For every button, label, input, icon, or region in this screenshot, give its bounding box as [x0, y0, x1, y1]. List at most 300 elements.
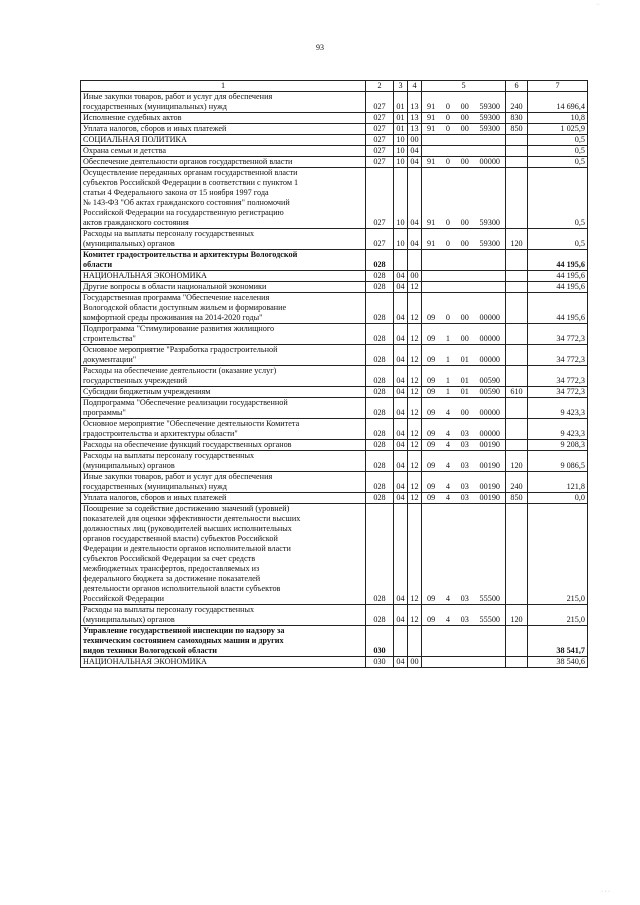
row-name-line: градостроительства и архитектуры области"	[83, 429, 238, 438]
subsection-code: 13	[408, 92, 422, 113]
amount: 215,0	[528, 504, 588, 605]
admin-code: 028	[366, 271, 394, 282]
target-article-part: 59300	[479, 239, 500, 248]
row-name-line: Федерации и деятельности органов исполнительной власти	[83, 544, 291, 553]
target-article-code	[422, 250, 506, 271]
expense-type-code	[506, 324, 528, 345]
table-row	[81, 146, 588, 157]
row-name-line: федерального бюджета за достижение показателей	[83, 574, 261, 583]
expense-type-code	[506, 157, 528, 168]
amount: 1 025,9	[528, 124, 588, 135]
amount: 34 772,3	[528, 387, 588, 398]
target-article-part: 0	[445, 113, 450, 122]
target-article-part: 00190	[479, 440, 500, 449]
row-name-line: комфортной среды проживания на 2014-2020 годы"	[83, 313, 263, 322]
row-name-line: Расходы на выплаты персоналу государственных	[83, 451, 255, 460]
row-name-line: показателей для оценки эффективности деятельности высших	[83, 514, 301, 523]
target-article-part: 09	[427, 461, 436, 470]
row-name-line: Расходы на обеспечение деятельности (оказание услуг)	[83, 366, 277, 375]
expense-type-code: 240	[506, 92, 528, 113]
row-name-line: государственных (муниципальных) нужд	[83, 482, 227, 491]
subsection-code: 04	[408, 168, 422, 229]
expense-type-code	[506, 626, 528, 657]
header-cell: 1	[81, 81, 366, 92]
section-code: 10	[394, 168, 408, 229]
row-name	[81, 387, 366, 398]
row-name	[81, 626, 366, 657]
amount: 121,8	[528, 472, 588, 493]
target-article-part: 00000	[479, 157, 500, 166]
target-article-code	[422, 271, 506, 282]
target-article-part: 4	[445, 482, 450, 491]
header-cell: 6	[506, 81, 528, 92]
row-name-line: № 143-ФЗ "Об актах гражданского состояния" полномочий	[83, 198, 290, 207]
table-row	[81, 493, 588, 504]
target-article-part: 4	[445, 594, 450, 603]
admin-code: 027	[366, 113, 394, 124]
row-name	[81, 124, 366, 135]
subsection-code: 12	[408, 451, 422, 472]
row-name-line: межбюджетных трансфертов, предоставляемых из	[83, 564, 260, 573]
row-name-line: Российской Федерации на государственную регистрацию	[83, 208, 284, 217]
amount: 14 696,4	[528, 92, 588, 113]
expense-type-code	[506, 250, 528, 271]
table-row	[81, 157, 588, 168]
subsection-code: 04	[408, 146, 422, 157]
admin-code: 028	[366, 282, 394, 293]
expense-type-code: 850	[506, 493, 528, 504]
table-body	[81, 92, 588, 668]
row-name-line: НАЦИОНАЛЬНАЯ ЭКОНОМИКА	[83, 657, 207, 666]
amount: 0,5	[528, 146, 588, 157]
target-article-code	[422, 440, 506, 451]
target-article-part: 0	[445, 313, 450, 322]
target-article-part: 09	[427, 355, 436, 364]
target-article-code	[422, 157, 506, 168]
admin-code: 027	[366, 92, 394, 113]
row-name-line: (муниципальных) органов	[83, 615, 175, 624]
amount: 9 086,5	[528, 451, 588, 472]
table-row	[81, 229, 588, 250]
row-name	[81, 324, 366, 345]
target-article-code	[422, 282, 506, 293]
target-article-part: 03	[460, 429, 469, 438]
target-article-code	[422, 387, 506, 398]
admin-code: 028	[366, 387, 394, 398]
target-article-part: 01	[460, 387, 469, 396]
section-code: 04	[394, 657, 408, 668]
admin-code: 028	[366, 504, 394, 605]
admin-code: 028	[366, 472, 394, 493]
row-name-line: актов гражданского состояния	[83, 218, 189, 227]
target-article-part: 00000	[479, 408, 500, 417]
subsection-code: 12	[408, 504, 422, 605]
table-row	[81, 250, 588, 271]
target-article-code	[422, 657, 506, 668]
amount: 38 541,7	[528, 626, 588, 657]
admin-code: 028	[366, 345, 394, 366]
target-article-part: 00	[460, 157, 469, 166]
target-article-part: 09	[427, 440, 436, 449]
row-name-line: государственных (муниципальных) нужд	[83, 102, 227, 111]
section-code: 01	[394, 113, 408, 124]
subsection-code: 12	[408, 472, 422, 493]
target-article-part: 0	[445, 124, 450, 133]
target-article-part: 0	[445, 102, 450, 111]
header-cell: 5	[422, 81, 506, 92]
target-article-part: 00000	[479, 429, 500, 438]
target-article-code	[422, 398, 506, 419]
amount: 215,0	[528, 605, 588, 626]
target-article-part: 00	[460, 313, 469, 322]
target-article-part: 00	[460, 113, 469, 122]
amount: 0,5	[528, 157, 588, 168]
target-article-part: 00190	[479, 482, 500, 491]
row-name-line: программы"	[83, 408, 126, 417]
row-name-line: НАЦИОНАЛЬНАЯ ЭКОНОМИКА	[83, 271, 207, 280]
target-article-part: 59300	[479, 113, 500, 122]
row-name-line: Осуществление переданных органам государственной власти	[83, 168, 298, 177]
row-name	[81, 113, 366, 124]
amount: 44 195,6	[528, 271, 588, 282]
target-article-part: 00000	[479, 355, 500, 364]
scan-mark: ··	[596, 2, 600, 8]
subsection-code	[408, 626, 422, 657]
row-name-line: техническим состоянием самоходных машин и других	[83, 636, 284, 645]
table-row	[81, 282, 588, 293]
target-article-part: 09	[427, 615, 436, 624]
expense-type-code: 240	[506, 472, 528, 493]
target-article-part: 01	[460, 355, 469, 364]
row-name-line: Государственная программа "Обеспечение населения	[83, 293, 270, 302]
target-article-code	[422, 419, 506, 440]
table-row	[81, 472, 588, 493]
target-article-part: 09	[427, 429, 436, 438]
section-code: 10	[394, 229, 408, 250]
expense-type-code	[506, 440, 528, 451]
row-name-line: Другие вопросы в области национальной экономики	[83, 282, 267, 291]
target-article-part: 0	[445, 218, 450, 227]
table-row	[81, 451, 588, 472]
row-name	[81, 657, 366, 668]
table-row	[81, 124, 588, 135]
amount: 9 423,3	[528, 419, 588, 440]
amount: 0,5	[528, 135, 588, 146]
target-article-code	[422, 493, 506, 504]
target-article-part: 09	[427, 493, 436, 502]
row-name-line: документации"	[83, 355, 137, 364]
subsection-code: 12	[408, 345, 422, 366]
expense-type-code	[506, 345, 528, 366]
target-article-code	[422, 168, 506, 229]
row-name-line: Поощрение за содействие достижению значений (уровней)	[83, 504, 290, 513]
table-row	[81, 419, 588, 440]
section-code: 10	[394, 135, 408, 146]
row-name-line: Охрана семьи и детства	[83, 146, 167, 155]
admin-code: 028	[366, 605, 394, 626]
subsection-code: 12	[408, 366, 422, 387]
target-article-part: 4	[445, 615, 450, 624]
row-name	[81, 168, 366, 229]
row-name-line: Уплата налогов, сборов и иных платежей	[83, 493, 227, 502]
row-name	[81, 472, 366, 493]
target-article-part: 55500	[479, 594, 500, 603]
target-article-part: 00	[460, 102, 469, 111]
target-article-part: 09	[427, 408, 436, 417]
target-article-part: 00190	[479, 493, 500, 502]
target-article-part: 0	[445, 239, 450, 248]
expense-type-code	[506, 282, 528, 293]
expense-type-code	[506, 271, 528, 282]
table-row	[81, 366, 588, 387]
target-article-code	[422, 626, 506, 657]
row-name-line: СОЦИАЛЬНАЯ ПОЛИТИКА	[83, 135, 187, 144]
header-cell: 2	[366, 81, 394, 92]
expense-type-code: 120	[506, 229, 528, 250]
expense-type-code	[506, 146, 528, 157]
row-name-line: Управление государственной инспекции по надзору за	[83, 626, 285, 635]
admin-code: 030	[366, 657, 394, 668]
row-name	[81, 157, 366, 168]
row-name	[81, 146, 366, 157]
target-article-part: 09	[427, 334, 436, 343]
row-name-line: Исполнение судебных актов	[83, 113, 182, 122]
table-row	[81, 113, 588, 124]
section-code: 10	[394, 157, 408, 168]
subsection-code: 12	[408, 419, 422, 440]
admin-code: 027	[366, 157, 394, 168]
row-name-line: Иные закупки товаров, работ и услуг для обеспечения	[83, 92, 273, 101]
table-row	[81, 271, 588, 282]
target-article-part: 03	[460, 440, 469, 449]
target-article-part: 91	[427, 113, 436, 122]
target-article-part: 0	[445, 157, 450, 166]
target-article-part: 4	[445, 408, 450, 417]
row-name-line: Основное мероприятие "Разработка градостроительной	[83, 345, 278, 354]
section-code: 10	[394, 146, 408, 157]
section-code: 04	[394, 419, 408, 440]
header-cell: 3	[394, 81, 408, 92]
target-article-part: 59300	[479, 102, 500, 111]
row-name-line: Расходы на обеспечение функций государственных органов	[83, 440, 292, 449]
row-name	[81, 92, 366, 113]
row-name-line: области	[83, 260, 113, 269]
table-row	[81, 324, 588, 345]
row-name	[81, 250, 366, 271]
target-article-part: 00590	[479, 376, 500, 385]
amount: 9 208,3	[528, 440, 588, 451]
section-code: 04	[394, 387, 408, 398]
target-article-part: 00	[460, 334, 469, 343]
row-name	[81, 345, 366, 366]
target-article-part: 03	[460, 482, 469, 491]
target-article-part: 03	[460, 461, 469, 470]
row-name-line: Иные закупки товаров, работ и услуг для обеспечения	[83, 472, 273, 481]
target-article-part: 4	[445, 461, 450, 470]
row-name-line: должностных лиц (руководителей высших исполнительных	[83, 524, 292, 533]
target-article-part: 00000	[479, 313, 500, 322]
expense-type-code: 120	[506, 605, 528, 626]
target-article-part: 09	[427, 594, 436, 603]
row-name-line: (муниципальных) органов	[83, 239, 175, 248]
expense-type-code: 120	[506, 451, 528, 472]
table-row	[81, 345, 588, 366]
amount: 10,8	[528, 113, 588, 124]
table-row	[81, 626, 588, 657]
row-name-line: Субсидии бюджетным учреждениям	[83, 387, 211, 396]
expense-type-code	[506, 504, 528, 605]
target-article-code	[422, 324, 506, 345]
admin-code: 027	[366, 168, 394, 229]
target-article-part: 09	[427, 313, 436, 322]
target-article-code	[422, 345, 506, 366]
admin-code: 028	[366, 398, 394, 419]
target-article-code	[422, 146, 506, 157]
amount: 34 772,3	[528, 366, 588, 387]
target-article-code	[422, 293, 506, 324]
row-name	[81, 419, 366, 440]
subsection-code: 12	[408, 605, 422, 626]
subsection-code: 00	[408, 271, 422, 282]
row-name	[81, 293, 366, 324]
row-name	[81, 451, 366, 472]
section-code: 01	[394, 124, 408, 135]
row-name-line: статьи 4 Федерального закона от 15 ноября 1997 года	[83, 188, 269, 197]
row-name-line: Комитет градостроительства и архитектуры Вологодской	[83, 250, 298, 259]
table-row	[81, 135, 588, 146]
expense-type-code	[506, 168, 528, 229]
section-code: 04	[394, 605, 408, 626]
target-article-part: 4	[445, 429, 450, 438]
header-cell: 7	[528, 81, 588, 92]
row-name	[81, 493, 366, 504]
scan-mark: · · ·	[601, 889, 610, 895]
row-name-line: Российской Федерации	[83, 594, 165, 603]
target-article-code	[422, 504, 506, 605]
expense-type-code: 610	[506, 387, 528, 398]
amount: 34 772,3	[528, 324, 588, 345]
target-article-part: 00000	[479, 334, 500, 343]
table-row	[81, 657, 588, 668]
subsection-code: 12	[408, 324, 422, 345]
admin-code: 027	[366, 146, 394, 157]
target-article-part: 00	[460, 124, 469, 133]
target-article-part: 1	[445, 334, 450, 343]
target-article-code	[422, 366, 506, 387]
amount: 0,5	[528, 229, 588, 250]
row-name	[81, 135, 366, 146]
admin-code: 027	[366, 124, 394, 135]
target-article-code	[422, 229, 506, 250]
expense-type-code	[506, 419, 528, 440]
target-article-part: 03	[460, 594, 469, 603]
subsection-code: 13	[408, 113, 422, 124]
admin-code: 028	[366, 293, 394, 324]
amount: 44 195,6	[528, 282, 588, 293]
row-name-line: субъектов Российской Федерации в соответствии с пунктом 1	[83, 178, 299, 187]
target-article-part: 00	[460, 408, 469, 417]
row-name	[81, 605, 366, 626]
subsection-code: 00	[408, 135, 422, 146]
target-article-part: 91	[427, 218, 436, 227]
admin-code: 028	[366, 493, 394, 504]
header-row	[81, 81, 588, 92]
target-article-part: 09	[427, 387, 436, 396]
row-name	[81, 504, 366, 605]
row-name	[81, 440, 366, 451]
section-code: 04	[394, 282, 408, 293]
target-article-part: 09	[427, 376, 436, 385]
target-article-code	[422, 113, 506, 124]
target-article-part: 03	[460, 615, 469, 624]
target-article-part: 4	[445, 493, 450, 502]
row-name	[81, 271, 366, 282]
subsection-code: 12	[408, 293, 422, 324]
admin-code: 028	[366, 419, 394, 440]
target-article-part: 1	[445, 376, 450, 385]
target-article-code	[422, 92, 506, 113]
admin-code: 028	[366, 366, 394, 387]
subsection-code: 12	[408, 493, 422, 504]
subsection-code: 12	[408, 282, 422, 293]
subsection-code: 00	[408, 657, 422, 668]
row-name-line: строительства"	[83, 334, 136, 343]
admin-code: 027	[366, 229, 394, 250]
subsection-code	[408, 250, 422, 271]
target-article-part: 55500	[479, 615, 500, 624]
expense-type-code	[506, 657, 528, 668]
table-row	[81, 440, 588, 451]
target-article-part: 59300	[479, 218, 500, 227]
target-article-part: 00590	[479, 387, 500, 396]
row-name-line: деятельности органов исполнительной власти субъектов	[83, 584, 281, 593]
table-row	[81, 504, 588, 605]
amount: 44 195,6	[528, 250, 588, 271]
target-article-code	[422, 135, 506, 146]
row-name-line: Расходы на выплаты персоналу государственных	[83, 605, 255, 614]
row-name-line: Вологодской области доступным жильем и формирование	[83, 303, 287, 312]
section-code	[394, 250, 408, 271]
target-article-part: 59300	[479, 124, 500, 133]
amount: 0,5	[528, 168, 588, 229]
target-article-code	[422, 605, 506, 626]
expense-type-code	[506, 135, 528, 146]
row-name	[81, 398, 366, 419]
target-article-code	[422, 472, 506, 493]
target-article-part: 03	[460, 493, 469, 502]
target-article-part: 91	[427, 124, 436, 133]
target-article-part: 1	[445, 355, 450, 364]
row-name-line: государственных учреждений	[83, 376, 188, 385]
row-name-line: Обеспечение деятельности органов государственной власти	[83, 157, 293, 166]
subsection-code: 12	[408, 440, 422, 451]
table-row	[81, 92, 588, 113]
expense-type-code	[506, 293, 528, 324]
table-row	[81, 293, 588, 324]
section-code: 04	[394, 440, 408, 451]
target-article-part: 91	[427, 102, 436, 111]
subsection-code: 04	[408, 157, 422, 168]
expense-type-code	[506, 366, 528, 387]
subsection-code: 04	[408, 229, 422, 250]
target-article-part: 01	[460, 376, 469, 385]
section-code: 04	[394, 324, 408, 345]
target-article-part: 00190	[479, 461, 500, 470]
table-row	[81, 398, 588, 419]
row-name-line: Уплата налогов, сборов и иных платежей	[83, 124, 227, 133]
row-name	[81, 366, 366, 387]
section-code	[394, 626, 408, 657]
